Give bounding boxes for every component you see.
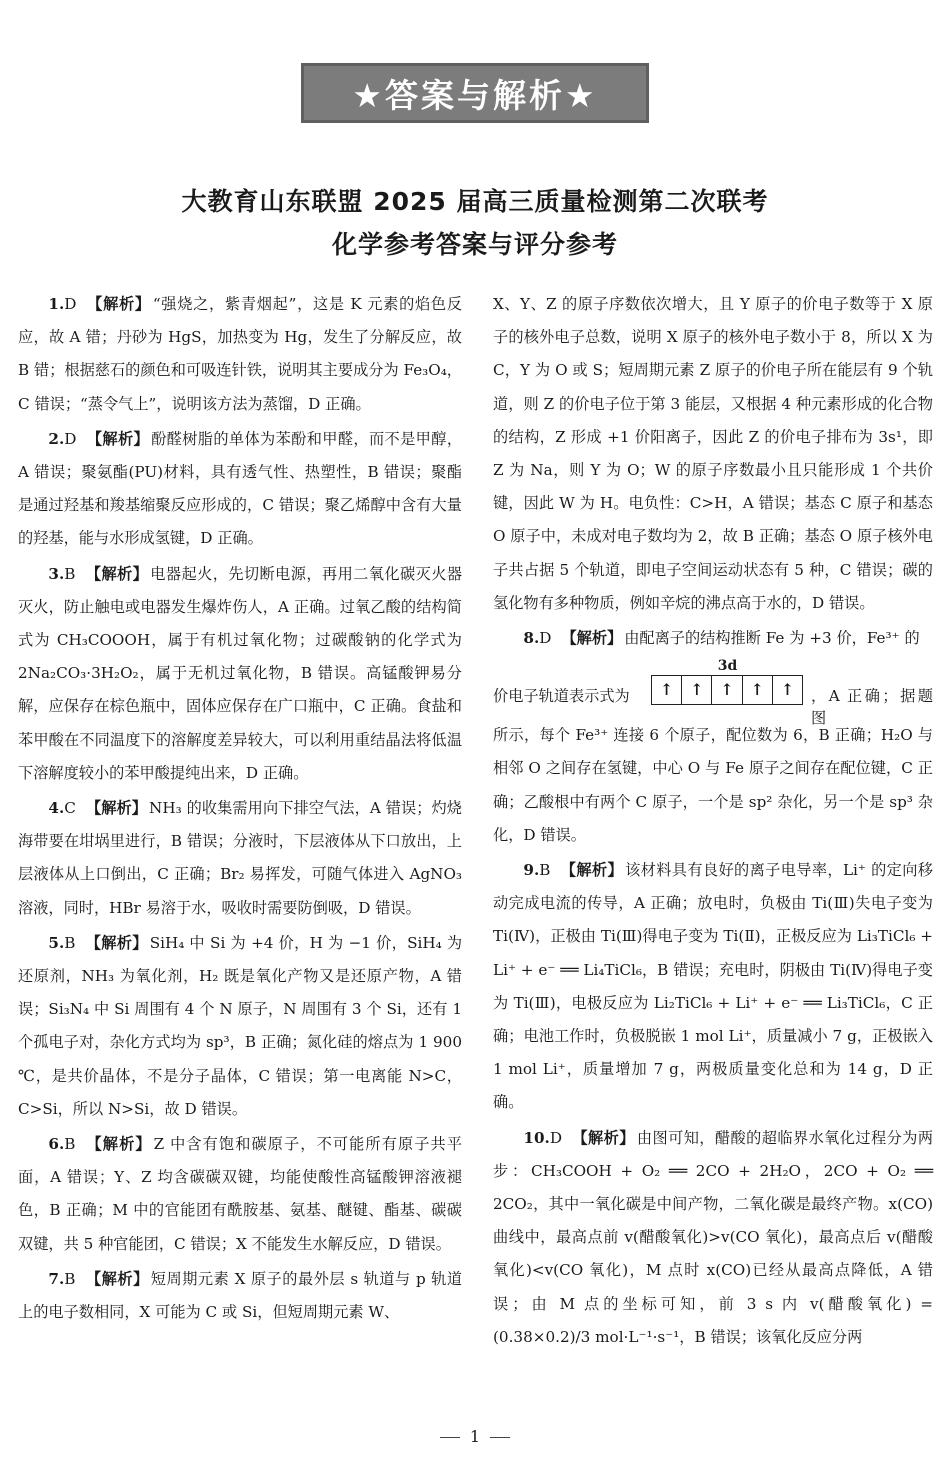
analysis-text: SiH₄ 中 Si 为 +4 价，H 为 −1 价，SiH₄ 为还原剂，NH₃ 为氧化剂，H₂ 既是氧化产物又是还原产物，A 错误；Si₃N₄ 中 Si 周围有 4 个 N 原子，N 周围有 3 个 Si，还有 1 个孤电子对，杂化方式均为 sp³，B 正确；氮化硅的熔点为 1 900 ℃，是共价晶体，不是分子晶体，C 错误；第一电离能 N>C，C>Si，所以 N>Si，故 D 错误。: [18, 933, 463, 1118]
orbital-suffix-text: ，A 正确；据题图: [811, 687, 933, 728]
answer-item-6: [18, 1128, 462, 1261]
exam-subtitle: 化学参考答案与评分参考: [331, 230, 618, 259]
answer-item-7: [18, 1263, 462, 1329]
page-number-value: 1: [469, 1427, 481, 1446]
analysis-text: 电器起火，先切断电源，再用二氧化碳灭火器灭火，防止触电或电器发生爆炸伤人，A 正确。过氧乙酸的结构简式为 CH₃COOOH，属于有机过氧化物；过碳酸钠的化学式为 2Na₂CO₃·3H₂O₂，属于无机过氧化物，B 错误。高锰酸钾易分解，应保存在棕色瓶中，固体应保存在广口瓶中，C 正确。食盐和苯甲酸在不同温度下的溶解度差异较大，可以利用重结晶法将低温下溶解度较小的苯甲酸提纯出来，D 正确。: [18, 564, 463, 782]
question-number: 5.: [48, 933, 65, 952]
answer-item-4: [18, 792, 462, 925]
analysis-text: 酚醛树脂的单体为苯酚和甲醛，而不是甲醇，A 错误；聚氨酯(PU)材料，具有透气性、热塑性，B 错误；聚酯是通过羟基和羧基缩聚反应形成的，C 错误；聚乙烯醇中含有大量的羟基，能与水形成氢键，D 正确。: [18, 429, 463, 548]
analysis-text: 由图可知，醋酸的超临界水氧化过程分为两步：CH₃COOH + O₂ ══ 2CO + 2H₂O，2CO + O₂ ══ 2CO₂，其中一氧化碳是中间产物，二氧化碳是最终产物。x(CO)曲线中，最高点前 v(醋酸氧化)>v(CO 氧化)，最高点后 v(醋酸氧化)<v(CO 氧化)，M 点时 x(CO)已经从最高点降低，A 错误；由 M 点的坐标可知，前 3 s 内 v(醋酸氧化) = (0.38×0.2)/3 mol·L⁻¹·s⁻¹，B 错误；该氧化反应分两: [493, 1128, 934, 1346]
analysis-text: Z 中含有饱和碳原子，不可能所有原子共平面，A 错误；Y、Z 均含碳碳双键，均能使酸性高锰酸钾溶液褪色，B 正确；M 中的官能团有酰胺基、氨基、醚键、酯基、碳碳双键，共 5 种官能团，C 错误；X 不能发生水解反应，D 错误。: [18, 1135, 462, 1253]
question-number: 4.: [48, 799, 65, 818]
orbital-cell: ↑: [712, 676, 742, 704]
orbital-label: 3d: [717, 658, 738, 675]
orbital-boxes: [651, 675, 803, 705]
orbital-cell: ↑: [780, 680, 795, 700]
question-number: 6.: [48, 1135, 65, 1154]
analysis-label: 【解析】: [560, 861, 624, 880]
analysis-text: X、Y、Z 的原子序数依次增大，且 Y 原子的价电子数等于 X 原子的核外电子总数，说明 X 原子的核外电子数小于 8，所以 X 为 C，Y 为 O 或 S；短周期元素 Z 原子的价电子所在能层有 9 个轨道，则 Z 的价电子位于第 3 能层，又根据 4 种元素形成的化合物的结构，Z 形成 +1 价阳离子，因此 Z 的价电子排布为 3s¹，即 Z 为 Na，则 Y 为 O；W 的原子序数最小且只能形成 1 个共价键，因此 W 为 H。电负性：C>H，A 错误；基态 C 原子和基态 O 原子中，未成对电子数均为 2，故 B 正确；基态 O 原子核外电子共占据 5 个轨道，即电子空间运动状态有 5 种，C 错误；碳的氢化物有多种物质，例如辛烷的沸点高于水的，D 错误。: [493, 295, 933, 612]
question-number: 8.: [523, 629, 540, 648]
answer-item-7-continued: [493, 288, 933, 620]
analysis-label: 【解析】: [85, 933, 148, 952]
question-number: 1.: [48, 295, 65, 313]
answer-item-3: [18, 558, 462, 790]
answer-item-8: [493, 622, 933, 655]
answer-letter: B: [64, 564, 76, 583]
question-number: 10.: [523, 1128, 550, 1147]
analysis-text: 该材料具有良好的离子电导率，Li⁺ 的定向移动完成电流的传导，A 正确；放电时，负极由 Ti(Ⅲ)失电子变为 Ti(Ⅳ)，正极由 Ti(Ⅲ)得电子变为 Ti(Ⅱ)，正极反应为 Li₃TiCl₆ + Li⁺ + e⁻ ══ Li₄TiCl₆，B 错误；充电时，阴极由 Ti(Ⅳ)得电子变为 Ti(Ⅲ)，电极反应为 Li₂TiCl₆ + Li⁺ + e⁻ ══ Li₃TiCl₆，C 正确；电池工作时，负极脱嵌 1 mol Li⁺，质量减小 7 g，正极嵌入 1 mol Li⁺，质量增加 7 g，两极质量变化总和为 14 g，D 正确。: [493, 861, 933, 1112]
orbital-cell: ↑: [652, 676, 682, 704]
answer-item-8-continued: [493, 719, 933, 852]
answer-letter: D: [64, 295, 77, 313]
right-column: [493, 288, 933, 1356]
left-column: [18, 288, 462, 1331]
page-dash-left: [440, 1437, 460, 1438]
analysis-text: 由配离子的结构推断 Fe 为 +3 价，Fe³⁺ 的: [624, 629, 920, 648]
question-number: 3.: [48, 564, 65, 583]
answer-letter: B: [64, 933, 76, 952]
answer-letter: D: [549, 1128, 563, 1147]
answer-letter: D: [64, 429, 77, 448]
orbital-prefix-text: 价电子轨道表示式为: [493, 687, 630, 706]
analysis-label: 【解析】: [86, 429, 150, 448]
question-number: 2.: [48, 429, 65, 448]
exam-title: 大教育山东联盟 2025 届高三质量检测第二次联考: [181, 187, 769, 216]
answer-letter: C: [64, 799, 76, 818]
analysis-text: 短周期元素 X 原子的最外层 s 轨道与 p 轨道上的电子数相同，X 可能为 C 或 Si，但短周期元素 W、: [18, 1269, 463, 1322]
answer-letter: B: [539, 861, 551, 880]
orbital-cell: ↑: [682, 676, 712, 704]
question-number: 7.: [48, 1269, 65, 1288]
analysis-label: 【解析】: [86, 295, 151, 313]
orbital-diagram: [651, 657, 804, 705]
orbital-diagram-row: [493, 657, 933, 728]
answer-item-10: [493, 1122, 933, 1354]
analysis-label: 【解析】: [85, 799, 148, 818]
answer-letter: B: [64, 1269, 76, 1288]
answer-banner: ★答案与解析★: [301, 63, 649, 123]
analysis-label: 【解析】: [572, 1128, 635, 1147]
page-dash-right: [490, 1437, 510, 1438]
analysis-label: 【解析】: [85, 1269, 149, 1288]
answer-item-5: [18, 927, 462, 1126]
analysis-label: 【解析】: [561, 629, 623, 648]
orbital-cell: ↑: [743, 676, 773, 704]
answer-item-9: [493, 854, 933, 1120]
answer-letter: B: [64, 1135, 76, 1154]
answer-letter: D: [539, 629, 552, 648]
analysis-text: NH₃ 的收集需用向下排空气法，A 错误；灼烧海带要在坩埚里进行，B 错误；分液时，下层液体从下口放出，上层液体从上口倒出，C 正确；Br₂ 易挥发，可随气体进入 AgNO₃ 溶液，同时，HBr 易溶于水，吸收时需要防倒吸，D 错误。: [18, 799, 462, 917]
answer-item-2: [18, 423, 462, 556]
analysis-label: 【解析】: [85, 564, 149, 583]
analysis-label: 【解析】: [85, 1135, 152, 1154]
analysis-text: 所示，每个 Fe³⁺ 连接 6 个原子，配位数为 6，B 正确；H₂O 与相邻 O 之间存在氢键，中心 O 与 Fe 原子之间存在配位键，C 正确；乙酸根中有两个 C 原子，一个是 sp² 杂化，另一个是 sp³ 杂化，D 错误。: [493, 726, 933, 844]
page-number: [0, 1427, 950, 1446]
answer-item-1: [18, 288, 462, 421]
analysis-text: “强烧之，紫青烟起”，这是 K 元素的焰色反应，故 A 错；丹砂为 HgS，加热变为 Hg，发生了分解反应，故 B 错；根据慈石的颜色和可吸连针铁，说明其主要成分为 Fe₃O₄，C 错误；“蒸令气上”，说明该方法为蒸馏，D 正确。: [18, 295, 463, 413]
question-number: 9.: [523, 861, 540, 880]
